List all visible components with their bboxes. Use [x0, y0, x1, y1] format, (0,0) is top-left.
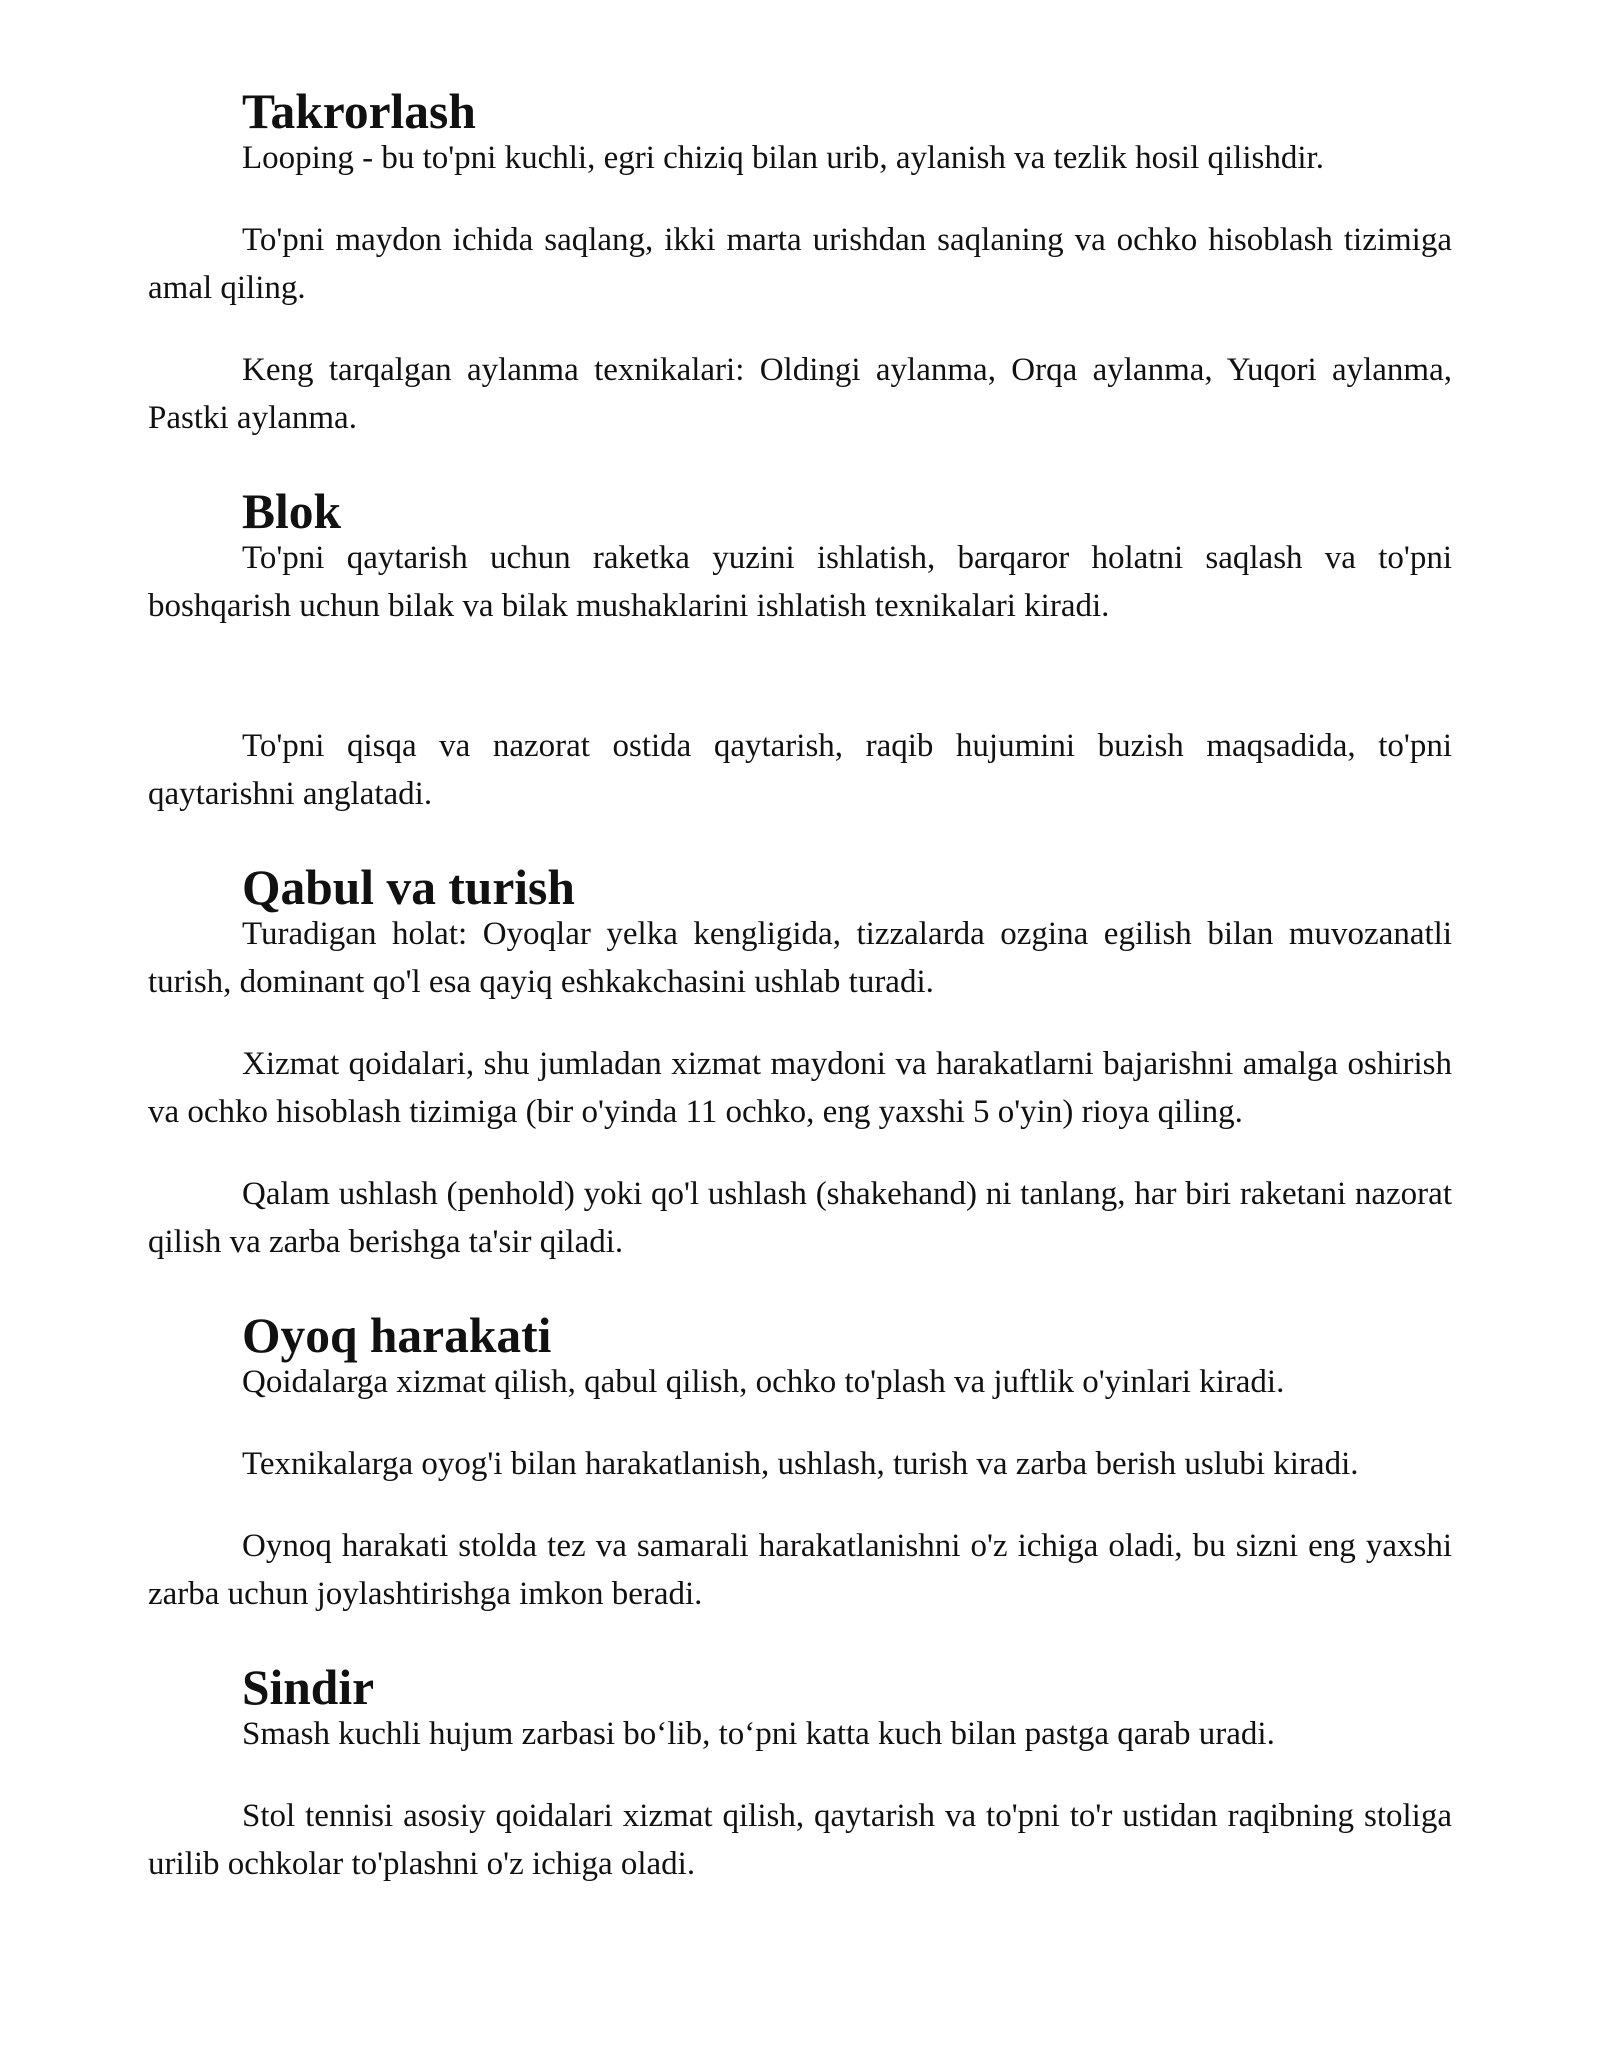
paragraph: Stol tennisi asosiy qoidalari xizmat qilish, qaytarish va to'pni to'r ustidan raqibning stoliga urilib ochkolar to'plashni o'z ichiga oladi. [148, 1798, 1452, 1882]
section-heading-qabul-va-turish: Qabul va turish [242, 860, 575, 915]
document-page [148, 84, 1452, 1888]
section-heading-blok: Blok [242, 484, 342, 539]
spacer [148, 1006, 1452, 1040]
spacer [148, 1266, 1452, 1314]
paragraph: Turadigan holat: Oyoqlar yelka kengligida, tizzalarda ozgina egilish bilan muvozanatli turish, dominant qo'l esa qayiq eshkakchasini ushlab turadi. [148, 916, 1452, 1000]
spacer [148, 1406, 1452, 1440]
paragraph: Keng tarqalgan aylanma texnikalari: Oldingi aylanma, Orqa aylanma, Yuqori aylanma, Pastki aylanma. [148, 352, 1452, 436]
section-heading-oyoq-harakati: Oyoq harakati [242, 1308, 552, 1363]
spacer [148, 1136, 1452, 1170]
paragraph: Oynoq harakati stolda tez va samarali harakatlanishni o'z ichiga oladi, bu sizni eng yaxshi zarba uchun joylashtirishga imkon beradi. [148, 1528, 1452, 1612]
paragraph: Qoidalarga xizmat qilish, qabul qilish, ochko to'plash va juftlik o'yinlari kiradi. [242, 1364, 1285, 1400]
paragraph: To'pni qisqa va nazorat ostida qaytarish, raqib hujumini buzish maqsadida, to'pni qaytarishni anglatadi. [148, 728, 1452, 812]
spacer [148, 630, 1452, 722]
paragraph: Xizmat qoidalari, shu jumladan xizmat maydoni va harakatlarni bajarishni amalga oshirish va ochko hisoblash tizimiga (bir o'yinda 11 ochko, eng yaxshi 5 o'yin) rioya qiling. [148, 1046, 1452, 1130]
spacer [148, 182, 1452, 216]
paragraph: Qalam ushlash (penhold) yoki qo'l ushlash (shakehand) ni tanlang, har biri raketani nazorat qilish va zarba berishga ta'sir qiladi. [148, 1176, 1452, 1260]
section-heading-takrorlash: Takrorlash [242, 84, 476, 139]
spacer [148, 1488, 1452, 1522]
section-heading-sindir: Sindir [242, 1660, 375, 1715]
paragraph: Looping - bu to'pni kuchli, egri chiziq bilan urib, aylanish va tezlik hosil qilishdir. [242, 140, 1324, 176]
paragraph: To'pni maydon ichida saqlang, ikki marta urishdan saqlaning va ochko hisoblash tizimiga amal qiling. [148, 222, 1452, 306]
spacer [148, 818, 1452, 866]
spacer [148, 1618, 1452, 1666]
paragraph: To'pni qaytarish uchun raketka yuzini ishlatish, barqaror holatni saqlash va to'pni boshqarish uchun bilak va bilak mushaklarini ishlatish texnikalari kiradi. [148, 540, 1452, 624]
spacer [148, 1758, 1452, 1792]
paragraph: Texnikalarga oyog'i bilan harakatlanish, ushlash, turish va zarba berish uslubi kiradi. [242, 1446, 1359, 1482]
spacer [148, 312, 1452, 346]
spacer [148, 442, 1452, 490]
paragraph: Smash kuchli hujum zarbasi bo‘lib, to‘pni katta kuch bilan pastga qarab uradi. [242, 1716, 1275, 1752]
